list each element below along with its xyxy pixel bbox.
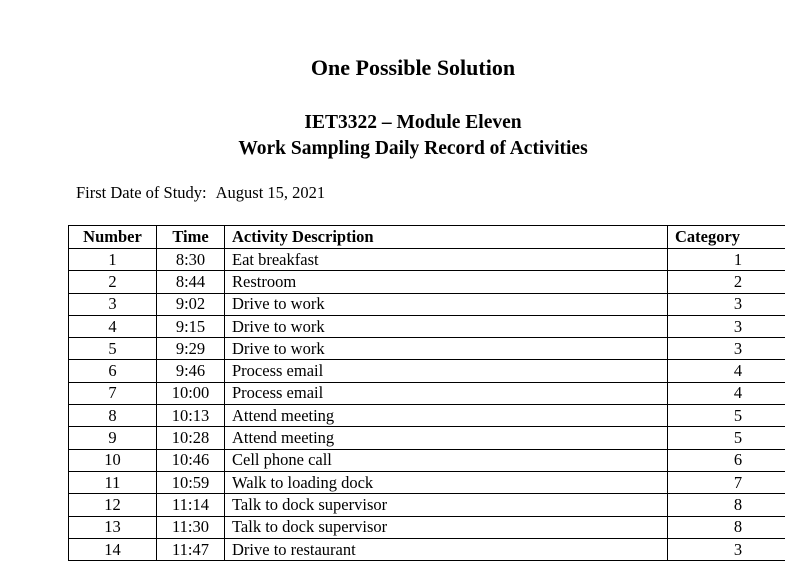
table-row bbox=[69, 360, 785, 382]
cell-time: 9:02 bbox=[157, 293, 225, 315]
cell-activity: Talk to dock supervisor bbox=[225, 516, 668, 538]
cell-activity: Attend meeting bbox=[225, 405, 668, 427]
table-row bbox=[69, 427, 785, 449]
cell-time: 11:47 bbox=[157, 538, 225, 560]
cell-number: 9 bbox=[69, 427, 157, 449]
cell-time: 10:46 bbox=[157, 449, 225, 471]
cell-activity: Drive to work bbox=[225, 315, 668, 337]
cell-time: 10:28 bbox=[157, 427, 225, 449]
cell-time: 9:29 bbox=[157, 338, 225, 360]
cell-category: 3 bbox=[668, 293, 785, 315]
table-row bbox=[69, 449, 785, 471]
cell-number: 8 bbox=[69, 405, 157, 427]
cell-time: 10:00 bbox=[157, 382, 225, 404]
cell-activity: Walk to loading dock bbox=[225, 471, 668, 493]
cell-time: 9:15 bbox=[157, 315, 225, 337]
cell-number: 10 bbox=[69, 449, 157, 471]
cell-category: 3 bbox=[668, 338, 785, 360]
cell-category: 2 bbox=[668, 271, 785, 293]
table-row bbox=[69, 271, 785, 293]
cell-time: 8:30 bbox=[157, 249, 225, 271]
table-row bbox=[69, 516, 785, 538]
page-title: One Possible Solution bbox=[0, 54, 785, 82]
cell-category: 3 bbox=[668, 315, 785, 337]
cell-number: 4 bbox=[69, 315, 157, 337]
cell-activity: Process email bbox=[225, 360, 668, 382]
cell-activity: Drive to work bbox=[225, 338, 668, 360]
cell-time: 11:14 bbox=[157, 494, 225, 516]
cell-category: 5 bbox=[668, 405, 785, 427]
cell-time: 8:44 bbox=[157, 271, 225, 293]
cell-number: 6 bbox=[69, 360, 157, 382]
table-row bbox=[69, 538, 785, 560]
cell-category: 4 bbox=[668, 382, 785, 404]
cell-number: 14 bbox=[69, 538, 157, 560]
header-number: Number bbox=[69, 226, 157, 249]
cell-time: 10:13 bbox=[157, 405, 225, 427]
header-time: Time bbox=[157, 226, 225, 249]
cell-number: 2 bbox=[69, 271, 157, 293]
course-module-heading: IET3322 – Module Eleven bbox=[0, 110, 785, 136]
cell-category: 6 bbox=[668, 449, 785, 471]
table-row bbox=[69, 405, 785, 427]
cell-number: 11 bbox=[69, 471, 157, 493]
record-heading: Work Sampling Daily Record of Activities bbox=[0, 136, 785, 162]
cell-activity: Cell phone call bbox=[225, 449, 668, 471]
cell-number: 1 bbox=[69, 249, 157, 271]
study-date-label: First Date of Study: bbox=[76, 183, 207, 202]
cell-category: 3 bbox=[668, 538, 785, 560]
cell-activity: Talk to dock supervisor bbox=[225, 494, 668, 516]
cell-category: 4 bbox=[668, 360, 785, 382]
cell-activity: Drive to work bbox=[225, 293, 668, 315]
cell-number: 5 bbox=[69, 338, 157, 360]
cell-category: 1 bbox=[668, 249, 785, 271]
cell-category: 8 bbox=[668, 516, 785, 538]
study-date-value: August 15, 2021 bbox=[216, 183, 326, 202]
cell-activity: Eat breakfast bbox=[225, 249, 668, 271]
cell-number: 12 bbox=[69, 494, 157, 516]
cell-number: 7 bbox=[69, 382, 157, 404]
activity-record-table bbox=[68, 225, 785, 561]
cell-time: 11:30 bbox=[157, 516, 225, 538]
study-date-line bbox=[76, 182, 325, 204]
cell-category: 5 bbox=[668, 427, 785, 449]
cell-category: 8 bbox=[668, 494, 785, 516]
table-row bbox=[69, 471, 785, 493]
header-category: Category bbox=[668, 226, 785, 249]
cell-category: 7 bbox=[668, 471, 785, 493]
cell-time: 10:59 bbox=[157, 471, 225, 493]
table-row bbox=[69, 293, 785, 315]
cell-activity: Attend meeting bbox=[225, 427, 668, 449]
table-row bbox=[69, 249, 785, 271]
cell-activity: Process email bbox=[225, 382, 668, 404]
table-row bbox=[69, 494, 785, 516]
cell-number: 13 bbox=[69, 516, 157, 538]
table-row bbox=[69, 338, 785, 360]
cell-activity: Drive to restaurant bbox=[225, 538, 668, 560]
table-header-row bbox=[69, 226, 785, 249]
table-row bbox=[69, 315, 785, 337]
header-activity-description: Activity Description bbox=[225, 226, 668, 249]
cell-activity: Restroom bbox=[225, 271, 668, 293]
cell-number: 3 bbox=[69, 293, 157, 315]
cell-time: 9:46 bbox=[157, 360, 225, 382]
table-row bbox=[69, 382, 785, 404]
